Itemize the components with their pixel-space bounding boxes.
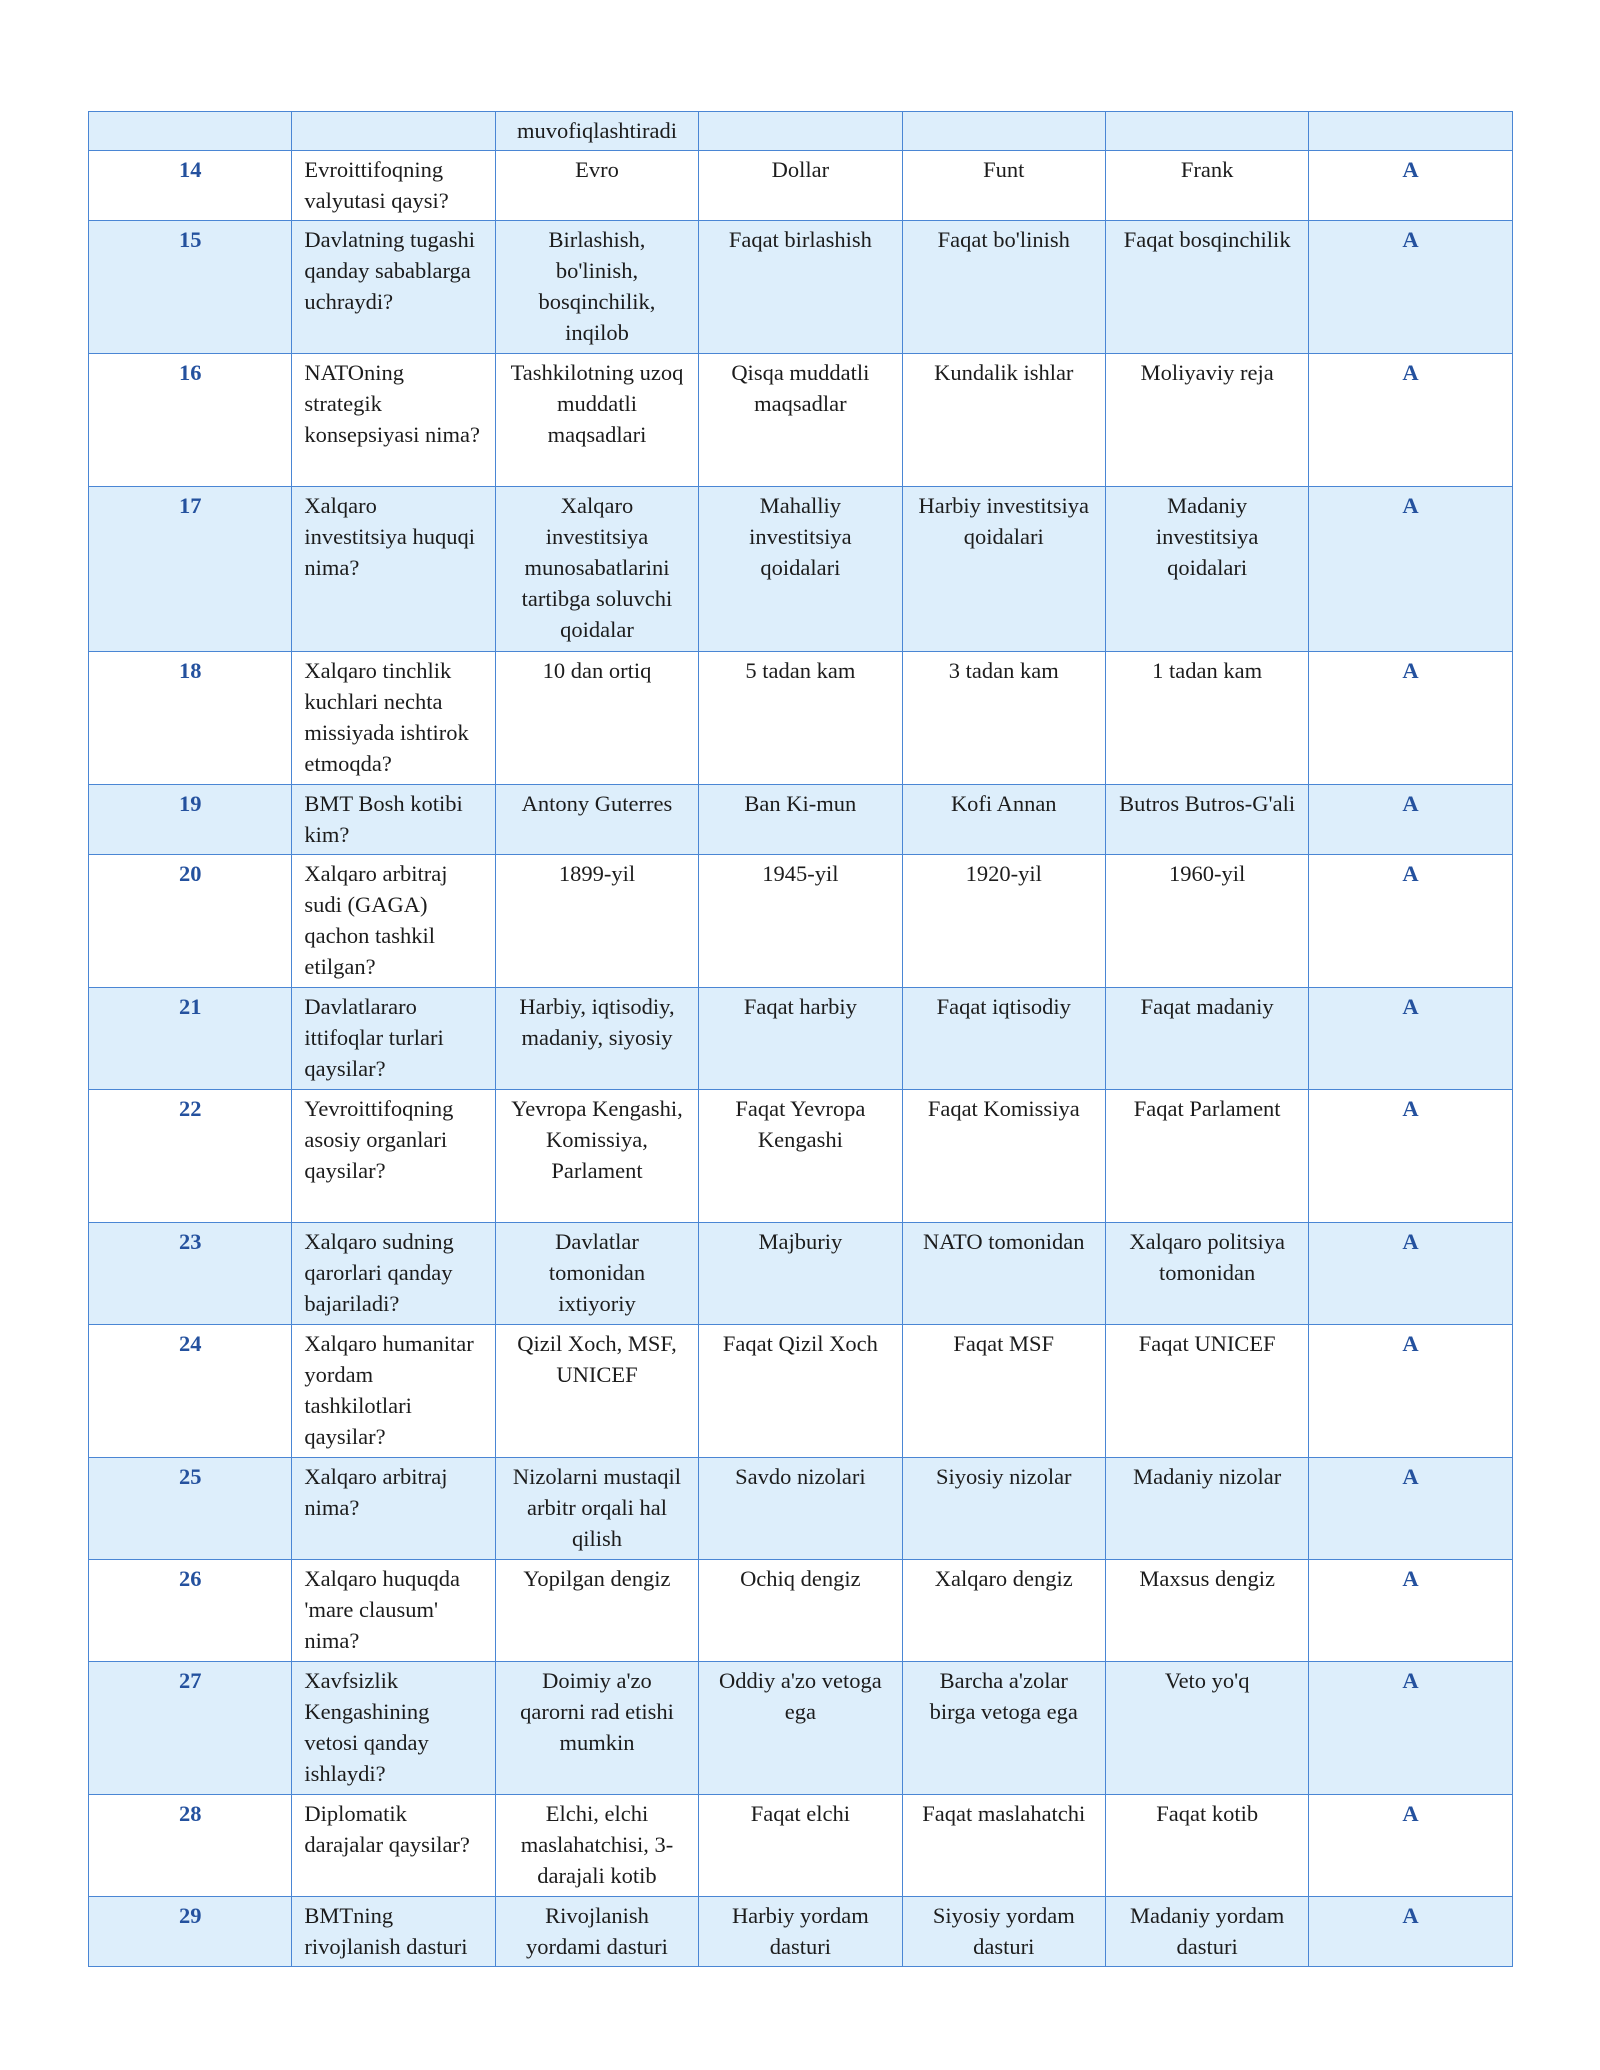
option-b: 1945-yil: [699, 855, 902, 988]
option-a: Antony Guterres: [495, 785, 698, 855]
correct-answer: A: [1309, 221, 1512, 354]
question-text: Xalqaro huquqda 'mare clausum' nima?: [292, 1560, 495, 1662]
option-b: Harbiy yordam dasturi: [699, 1897, 902, 1967]
question-text: Xalqaro humanitar yordam tashkilotlari qaysilar?: [292, 1325, 495, 1458]
option-a: muvofiqlashtiradi: [495, 112, 698, 151]
option-b: Faqat Qizil Xoch: [699, 1325, 902, 1458]
question-number: 22: [89, 1090, 292, 1223]
question-number: 23: [89, 1223, 292, 1325]
option-a: Qizil Xoch, MSF, UNICEF: [495, 1325, 698, 1458]
option-c: [902, 112, 1105, 151]
option-d: [1105, 112, 1308, 151]
correct-answer: A: [1309, 988, 1512, 1090]
question-number: 18: [89, 652, 292, 785]
option-a: Evro: [495, 151, 698, 221]
question-text: Yevroittifoqning asosiy organlari qaysilar?: [292, 1090, 495, 1223]
option-c: Siyosiy nizolar: [902, 1458, 1105, 1560]
table-row: [89, 988, 1513, 1090]
option-d: 1960-yil: [1105, 855, 1308, 988]
option-a: Yevropa Kengashi, Komissiya, Parlament: [495, 1090, 698, 1223]
question-number: 28: [89, 1795, 292, 1897]
correct-answer: A: [1309, 151, 1512, 221]
option-b: Mahalliy investitsiya qoidalari: [699, 487, 902, 652]
option-d: Madaniy yordam dasturi: [1105, 1897, 1308, 1967]
question-text: Xavfsizlik Kengashining vetosi qanday ishlaydi?: [292, 1662, 495, 1795]
option-c: Siyosiy yordam dasturi: [902, 1897, 1105, 1967]
option-c: Faqat bo'linish: [902, 221, 1105, 354]
option-d: Madaniy nizolar: [1105, 1458, 1308, 1560]
option-c: Barcha a'zolar birga vetoga ega: [902, 1662, 1105, 1795]
option-c: Faqat MSF: [902, 1325, 1105, 1458]
question-text: BMT Bosh kotibi kim?: [292, 785, 495, 855]
correct-answer: A: [1309, 1223, 1512, 1325]
option-b: 5 tadan kam: [699, 652, 902, 785]
option-a: Davlatlar tomonidan ixtiyoriy: [495, 1223, 698, 1325]
table-row: [89, 112, 1513, 151]
question-number: 17: [89, 487, 292, 652]
question-text: Xalqaro arbitraj sudi (GAGA) qachon tashkil etilgan?: [292, 855, 495, 988]
quiz-table-body: [89, 112, 1513, 1967]
option-b: Savdo nizolari: [699, 1458, 902, 1560]
correct-answer: A: [1309, 1458, 1512, 1560]
question-number: 21: [89, 988, 292, 1090]
option-b: Qisqa muddatli maqsadlar: [699, 354, 902, 487]
option-d: Veto yo'q: [1105, 1662, 1308, 1795]
correct-answer: A: [1309, 354, 1512, 487]
option-c: Faqat Komissiya: [902, 1090, 1105, 1223]
question-text: [292, 112, 495, 151]
table-row: [89, 785, 1513, 855]
option-c: NATO tomonidan: [902, 1223, 1105, 1325]
option-a: 10 dan ortiq: [495, 652, 698, 785]
correct-answer: [1309, 112, 1512, 151]
option-b: [699, 112, 902, 151]
table-row: [89, 1662, 1513, 1795]
option-a: Birlashish, bo'linish, bosqinchilik, inqilob: [495, 221, 698, 354]
option-b: Faqat Yevropa Kengashi: [699, 1090, 902, 1223]
table-row: [89, 487, 1513, 652]
quiz-table: [88, 111, 1513, 1967]
question-number: 26: [89, 1560, 292, 1662]
question-number: 14: [89, 151, 292, 221]
correct-answer: A: [1309, 487, 1512, 652]
question-number: 24: [89, 1325, 292, 1458]
option-b: Faqat birlashish: [699, 221, 902, 354]
option-a: Yopilgan dengiz: [495, 1560, 698, 1662]
table-row: [89, 151, 1513, 221]
option-c: Kundalik ishlar: [902, 354, 1105, 487]
option-d: Butros Butros-G'ali: [1105, 785, 1308, 855]
option-d: Faqat kotib: [1105, 1795, 1308, 1897]
option-d: Maxsus dengiz: [1105, 1560, 1308, 1662]
question-text: Davlatning tugashi qanday sabablarga uchraydi?: [292, 221, 495, 354]
question-text: BMTning rivojlanish dasturi: [292, 1897, 495, 1967]
table-row: [89, 1090, 1513, 1223]
correct-answer: A: [1309, 1897, 1512, 1967]
option-a: Xalqaro investitsiya munosabatlarini tartibga soluvchi qoidalar: [495, 487, 698, 652]
option-d: Xalqaro politsiya tomonidan: [1105, 1223, 1308, 1325]
question-text: NATOning strategik konsepsiyasi nima?: [292, 354, 495, 487]
question-text: Diplomatik darajalar qaysilar?: [292, 1795, 495, 1897]
option-d: Moliyaviy reja: [1105, 354, 1308, 487]
option-d: Frank: [1105, 151, 1308, 221]
option-c: Harbiy investitsiya qoidalari: [902, 487, 1105, 652]
option-a: Harbiy, iqtisodiy, madaniy, siyosiy: [495, 988, 698, 1090]
question-number: 19: [89, 785, 292, 855]
table-row: [89, 1795, 1513, 1897]
correct-answer: A: [1309, 1560, 1512, 1662]
question-text: Xalqaro sudning qarorlari qanday bajariladi?: [292, 1223, 495, 1325]
option-a: Rivojlanish yordami dasturi: [495, 1897, 698, 1967]
option-d: Faqat Parlament: [1105, 1090, 1308, 1223]
table-row: [89, 354, 1513, 487]
option-d: Madaniy investitsiya qoidalari: [1105, 487, 1308, 652]
correct-answer: A: [1309, 1090, 1512, 1223]
option-c: 3 tadan kam: [902, 652, 1105, 785]
question-text: Xalqaro tinchlik kuchlari nechta missiyada ishtirok etmoqda?: [292, 652, 495, 785]
option-d: 1 tadan kam: [1105, 652, 1308, 785]
question-number: 20: [89, 855, 292, 988]
correct-answer: A: [1309, 785, 1512, 855]
option-b: Ban Ki-mun: [699, 785, 902, 855]
table-row: [89, 1223, 1513, 1325]
correct-answer: A: [1309, 1325, 1512, 1458]
question-text: Davlatlararo ittifoqlar turlari qaysilar?: [292, 988, 495, 1090]
correct-answer: A: [1309, 855, 1512, 988]
correct-answer: A: [1309, 1795, 1512, 1897]
option-a: Nizolarni mustaqil arbitr orqali hal qilish: [495, 1458, 698, 1560]
option-d: Faqat madaniy: [1105, 988, 1308, 1090]
option-d: Faqat UNICEF: [1105, 1325, 1308, 1458]
question-number: 16: [89, 354, 292, 487]
correct-answer: A: [1309, 652, 1512, 785]
question-number: [89, 112, 292, 151]
question-text: Evroittifoqning valyutasi qaysi?: [292, 151, 495, 221]
table-row: [89, 221, 1513, 354]
option-d: Faqat bosqinchilik: [1105, 221, 1308, 354]
table-row: [89, 1560, 1513, 1662]
option-a: Tashkilotning uzoq muddatli maqsadlari: [495, 354, 698, 487]
option-b: Oddiy a'zo vetoga ega: [699, 1662, 902, 1795]
option-a: Doimiy a'zo qarorni rad etishi mumkin: [495, 1662, 698, 1795]
table-row: [89, 1325, 1513, 1458]
option-a: 1899-yil: [495, 855, 698, 988]
question-number: 25: [89, 1458, 292, 1560]
question-text: Xalqaro investitsiya huquqi nima?: [292, 487, 495, 652]
question-number: 15: [89, 221, 292, 354]
option-c: 1920-yil: [902, 855, 1105, 988]
table-row: [89, 855, 1513, 988]
option-c: Kofi Annan: [902, 785, 1105, 855]
option-b: Dollar: [699, 151, 902, 221]
question-text: Xalqaro arbitraj nima?: [292, 1458, 495, 1560]
question-number: 27: [89, 1662, 292, 1795]
option-c: Faqat iqtisodiy: [902, 988, 1105, 1090]
option-b: Ochiq dengiz: [699, 1560, 902, 1662]
document-page: [88, 111, 1512, 1967]
correct-answer: A: [1309, 1662, 1512, 1795]
option-c: Funt: [902, 151, 1105, 221]
option-c: Faqat maslahatchi: [902, 1795, 1105, 1897]
option-b: Faqat harbiy: [699, 988, 902, 1090]
table-row: [89, 652, 1513, 785]
option-b: Majburiy: [699, 1223, 902, 1325]
option-c: Xalqaro dengiz: [902, 1560, 1105, 1662]
question-number: 29: [89, 1897, 292, 1967]
table-row: [89, 1897, 1513, 1967]
table-row: [89, 1458, 1513, 1560]
option-b: Faqat elchi: [699, 1795, 902, 1897]
option-a: Elchi, elchi maslahatchisi, 3-darajali kotib: [495, 1795, 698, 1897]
